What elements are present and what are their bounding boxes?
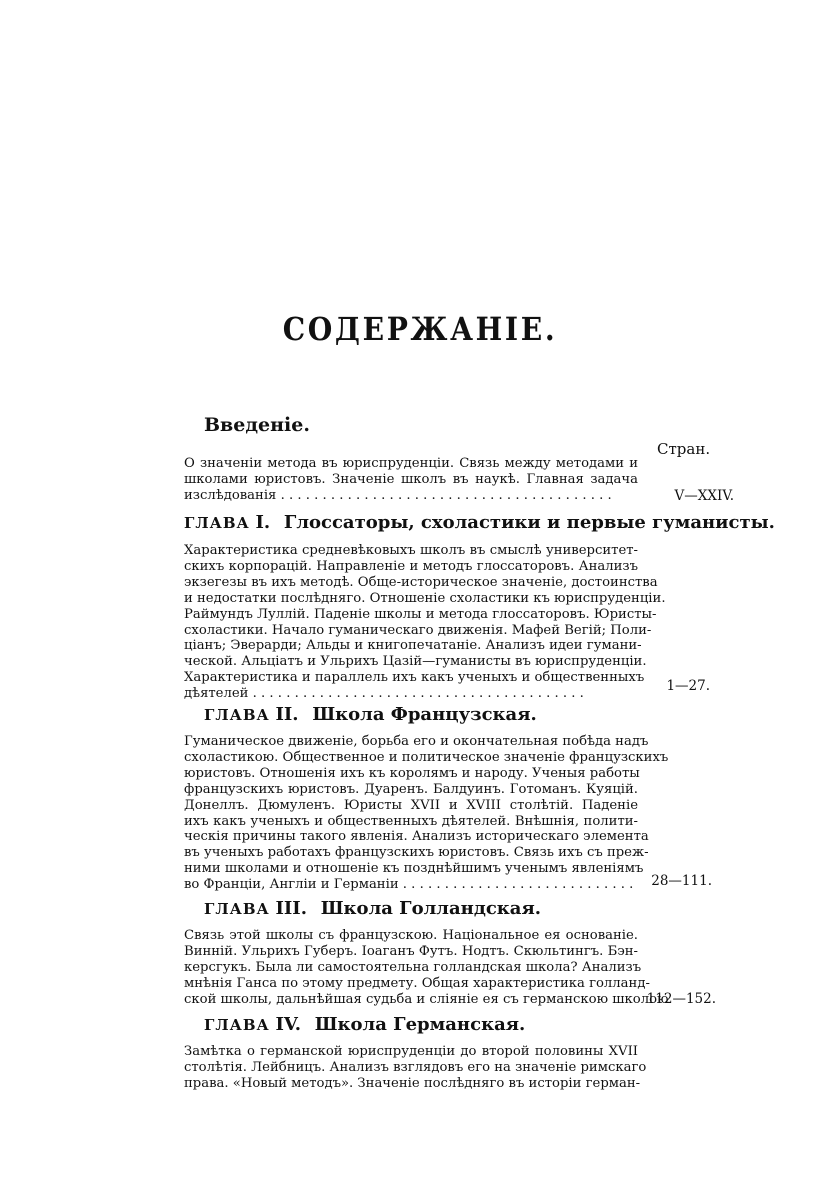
chapter-3-pages: 112—152. bbox=[646, 991, 716, 1007]
text-line: схоластики. Начало гуманическаго движенія. Мафей Вегій; Поли- bbox=[184, 622, 652, 638]
text-line: скихъ корпорацій. Направленіе и методъ глоссаторовъ. Анализъ bbox=[184, 558, 638, 574]
text-line: Раймундъ Луллій. Паденіе школы и метода глоссаторовъ. Юристы- bbox=[184, 606, 657, 622]
text-line: ческія причины такого явленія. Анализъ историческаго элемента bbox=[184, 829, 649, 845]
chapter-1-pages: 1—27. bbox=[666, 678, 710, 694]
text-line bbox=[184, 686, 638, 702]
chapter-2-text bbox=[184, 734, 669, 893]
text-line bbox=[184, 877, 638, 893]
text-line: Замѣтка о германской юриспруденціи до второй половины XVII bbox=[184, 1044, 638, 1059]
text-line: ціанъ; Эверарди; Альды и книгопечатаніе. Анализъ идеи гумани- bbox=[184, 638, 642, 654]
chapter-number: II. bbox=[275, 704, 299, 725]
introduction-text bbox=[184, 456, 638, 504]
chapter-label: ГЛАВА bbox=[184, 514, 250, 532]
text-line: ихъ какъ ученыхъ и общественныхъ дѣятелей. Внѣшнія, полити- bbox=[184, 813, 638, 829]
chapter-number: I. bbox=[255, 512, 271, 533]
chapter-4-heading bbox=[204, 1014, 525, 1035]
chapter-1-heading bbox=[184, 512, 775, 533]
chapter-number: III. bbox=[275, 898, 307, 919]
chapter-title: Школа Германская. bbox=[314, 1014, 526, 1035]
text-line bbox=[184, 488, 638, 504]
text-line-content: дѣятелей bbox=[184, 686, 249, 702]
text-line: схоластикою. Общественное и политическое значеніе французскихъ bbox=[184, 749, 669, 765]
text-line: ской школы, дальнѣйшая судьба и сліяніе ея съ германскою школою bbox=[184, 991, 669, 1007]
text-line: Гуманическое движеніе, борьба его и окончательная побѣда надъ bbox=[184, 734, 649, 749]
chapter-label: ГЛАВА bbox=[204, 1016, 270, 1034]
text-line-content: во Франціи, Англіи и Германіи bbox=[184, 877, 399, 893]
leader-dots bbox=[276, 488, 611, 503]
chapter-2-heading bbox=[204, 704, 537, 725]
chapter-label: ГЛАВА bbox=[204, 900, 270, 918]
text-line: Донеллъ. Дюмуленъ. Юристы XVII и XVIII столѣтій. Паденіе bbox=[184, 797, 638, 813]
chapter-3-text bbox=[184, 928, 669, 1008]
text-line-content: изслѣдованія bbox=[184, 487, 277, 503]
chapter-3-heading bbox=[204, 898, 541, 919]
text-line: юристовъ. Отношенія ихъ къ королямъ и народу. Ученыя работы bbox=[184, 765, 640, 781]
chapter-4-text bbox=[184, 1044, 647, 1092]
text-line: столѣтія. Лейбницъ. Анализъ взглядовъ его на значеніе римскаго bbox=[184, 1059, 647, 1075]
page-title: СОДЕРЖАНІЕ. bbox=[282, 310, 558, 348]
chapter-label: ГЛАВА bbox=[204, 706, 270, 724]
introduction-heading: Введеніе. bbox=[204, 414, 310, 436]
text-line: керсгукъ. Была ли самостоятельна голландская школа? Анализъ bbox=[184, 959, 642, 975]
text-line: Характеристика средневѣковыхъ школъ въ смыслѣ университет- bbox=[184, 543, 638, 558]
introduction-pages: V—XXIV. bbox=[674, 488, 734, 504]
text-line: ними школами и отношеніе къ позднѣйшимъ ученымъ явленіямъ bbox=[184, 861, 644, 877]
text-line: О значеніи метода въ юриспруденціи. Связь между методами и bbox=[184, 456, 638, 471]
leader-dots bbox=[399, 877, 638, 892]
chapter-1-text bbox=[184, 543, 666, 702]
text-line: права. «Новый методъ». Значеніе послѣдняго въ исторіи герман- bbox=[184, 1075, 641, 1091]
chapter-2-pages: 28—111. bbox=[651, 873, 712, 889]
chapter-title: Школа Французская. bbox=[312, 704, 537, 725]
chapter-title: Глоссаторы, схоластики и первые гуманисты. bbox=[283, 512, 775, 533]
text-line: Характеристика и параллель ихъ какъ ученыхъ и общественныхъ bbox=[184, 670, 645, 686]
text-line: мнѣнія Ганса по этому предмету. Общая характеристика голланд- bbox=[184, 975, 650, 991]
pages-column-label: Стран. bbox=[657, 440, 711, 458]
text-line: въ ученыхъ работахъ французскихъ юристовъ. Связь ихъ съ преж- bbox=[184, 845, 649, 861]
text-line: школами юристовъ. Значеніе школъ въ наукѣ. Главная задача bbox=[184, 471, 638, 487]
text-line: и недостатки послѣдняго. Отношеніе схоластики къ юриспруденціи. bbox=[184, 590, 666, 606]
text-line: экзегезы въ ихъ методѣ. Обще-историческое значеніе, достоинства bbox=[184, 574, 658, 590]
text-line: Связь этой школы съ французскою. Національное ея основаніе. bbox=[184, 928, 638, 943]
text-line: ческой. Альціатъ и Ульрихъ Цазій—гуманисты въ юриспруденціи. bbox=[184, 654, 647, 670]
leader-dots bbox=[248, 686, 583, 701]
chapter-number: IV. bbox=[275, 1014, 301, 1035]
text-line: французскихъ юристовъ. Дуаренъ. Балдуинъ. Готоманъ. Куяцій. bbox=[184, 781, 638, 797]
chapter-title: Школа Голландская. bbox=[320, 898, 542, 919]
text-line: Винній. Ульрихъ Губеръ. Іоаганъ Футъ. Нодтъ. Скюльтингъ. Бэн- bbox=[184, 943, 638, 959]
